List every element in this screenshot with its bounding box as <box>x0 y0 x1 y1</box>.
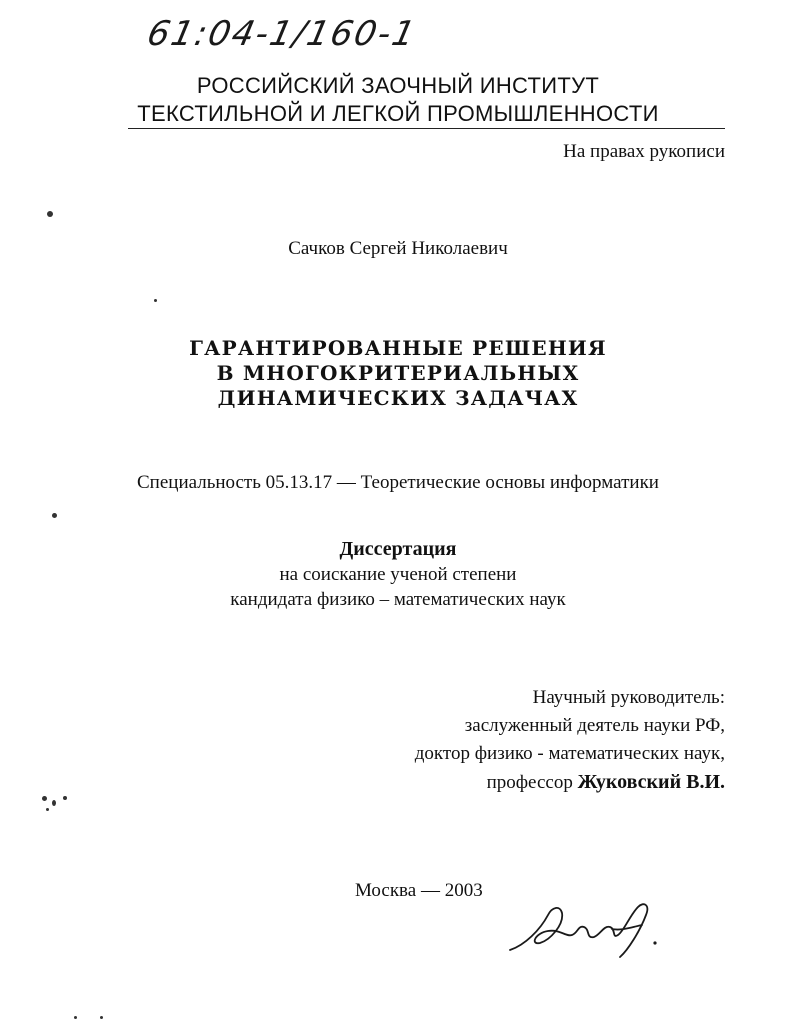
scan-speck <box>154 299 157 302</box>
registry-number: 61:04-1/160-1 <box>143 14 421 54</box>
scan-speck <box>42 796 47 801</box>
title-line-3: ДИНАМИЧЕСКИХ ЗАДАЧАХ <box>217 386 579 410</box>
dissertation-heading: Диссертация <box>339 538 457 560</box>
scan-speck <box>46 808 49 811</box>
supervisor-line-3 <box>415 768 725 797</box>
author-name: Сачков Сергей Николаевич <box>288 238 508 259</box>
header-divider <box>128 128 725 129</box>
supervisor-label: Научный руководитель: <box>532 687 725 708</box>
scan-speck <box>63 796 67 800</box>
degree-line-2: кандидата физико – математических наук <box>230 589 566 610</box>
supervisor-title: профессор <box>486 772 573 793</box>
place-year: Москва — 2003 <box>355 880 483 901</box>
degree-line-1: на соискание ученой степени <box>279 564 517 585</box>
title-line-1: ГАРАНТИРОВАННЫЕ РЕШЕНИЯ <box>189 336 607 360</box>
scan-speck <box>47 211 53 217</box>
scan-speck <box>52 800 56 806</box>
institute-line-1: РОССИЙСКИЙ ЗАОЧНЫЙ ИНСТИТУТ <box>196 73 600 98</box>
supervisor-block <box>415 684 725 797</box>
scan-speck <box>52 513 57 518</box>
supervisor-line-2: доктор физико - математических наук, <box>414 743 725 764</box>
manuscript-rights: На правах рукописи <box>563 141 725 162</box>
signature <box>500 895 670 965</box>
scan-speck <box>100 1016 103 1019</box>
scan-speck <box>74 1016 77 1019</box>
title-line-2: В МНОГОКРИТЕРИАЛЬНЫХ <box>216 361 580 385</box>
institute-name <box>0 72 796 128</box>
supervisor-name: Жуковский В.И. <box>577 771 725 793</box>
dissertation-block <box>0 536 796 612</box>
supervisor-line-1: заслуженный деятель науки РФ, <box>464 715 725 736</box>
specialty: Специальность 05.13.17 — Теоретические основы информатики <box>137 472 659 493</box>
institute-line-2: ТЕКСТИЛЬНОЙ И ЛЕГКОЙ ПРОМЫШЛЕННОСТИ <box>137 101 659 126</box>
dissertation-title <box>0 336 796 411</box>
